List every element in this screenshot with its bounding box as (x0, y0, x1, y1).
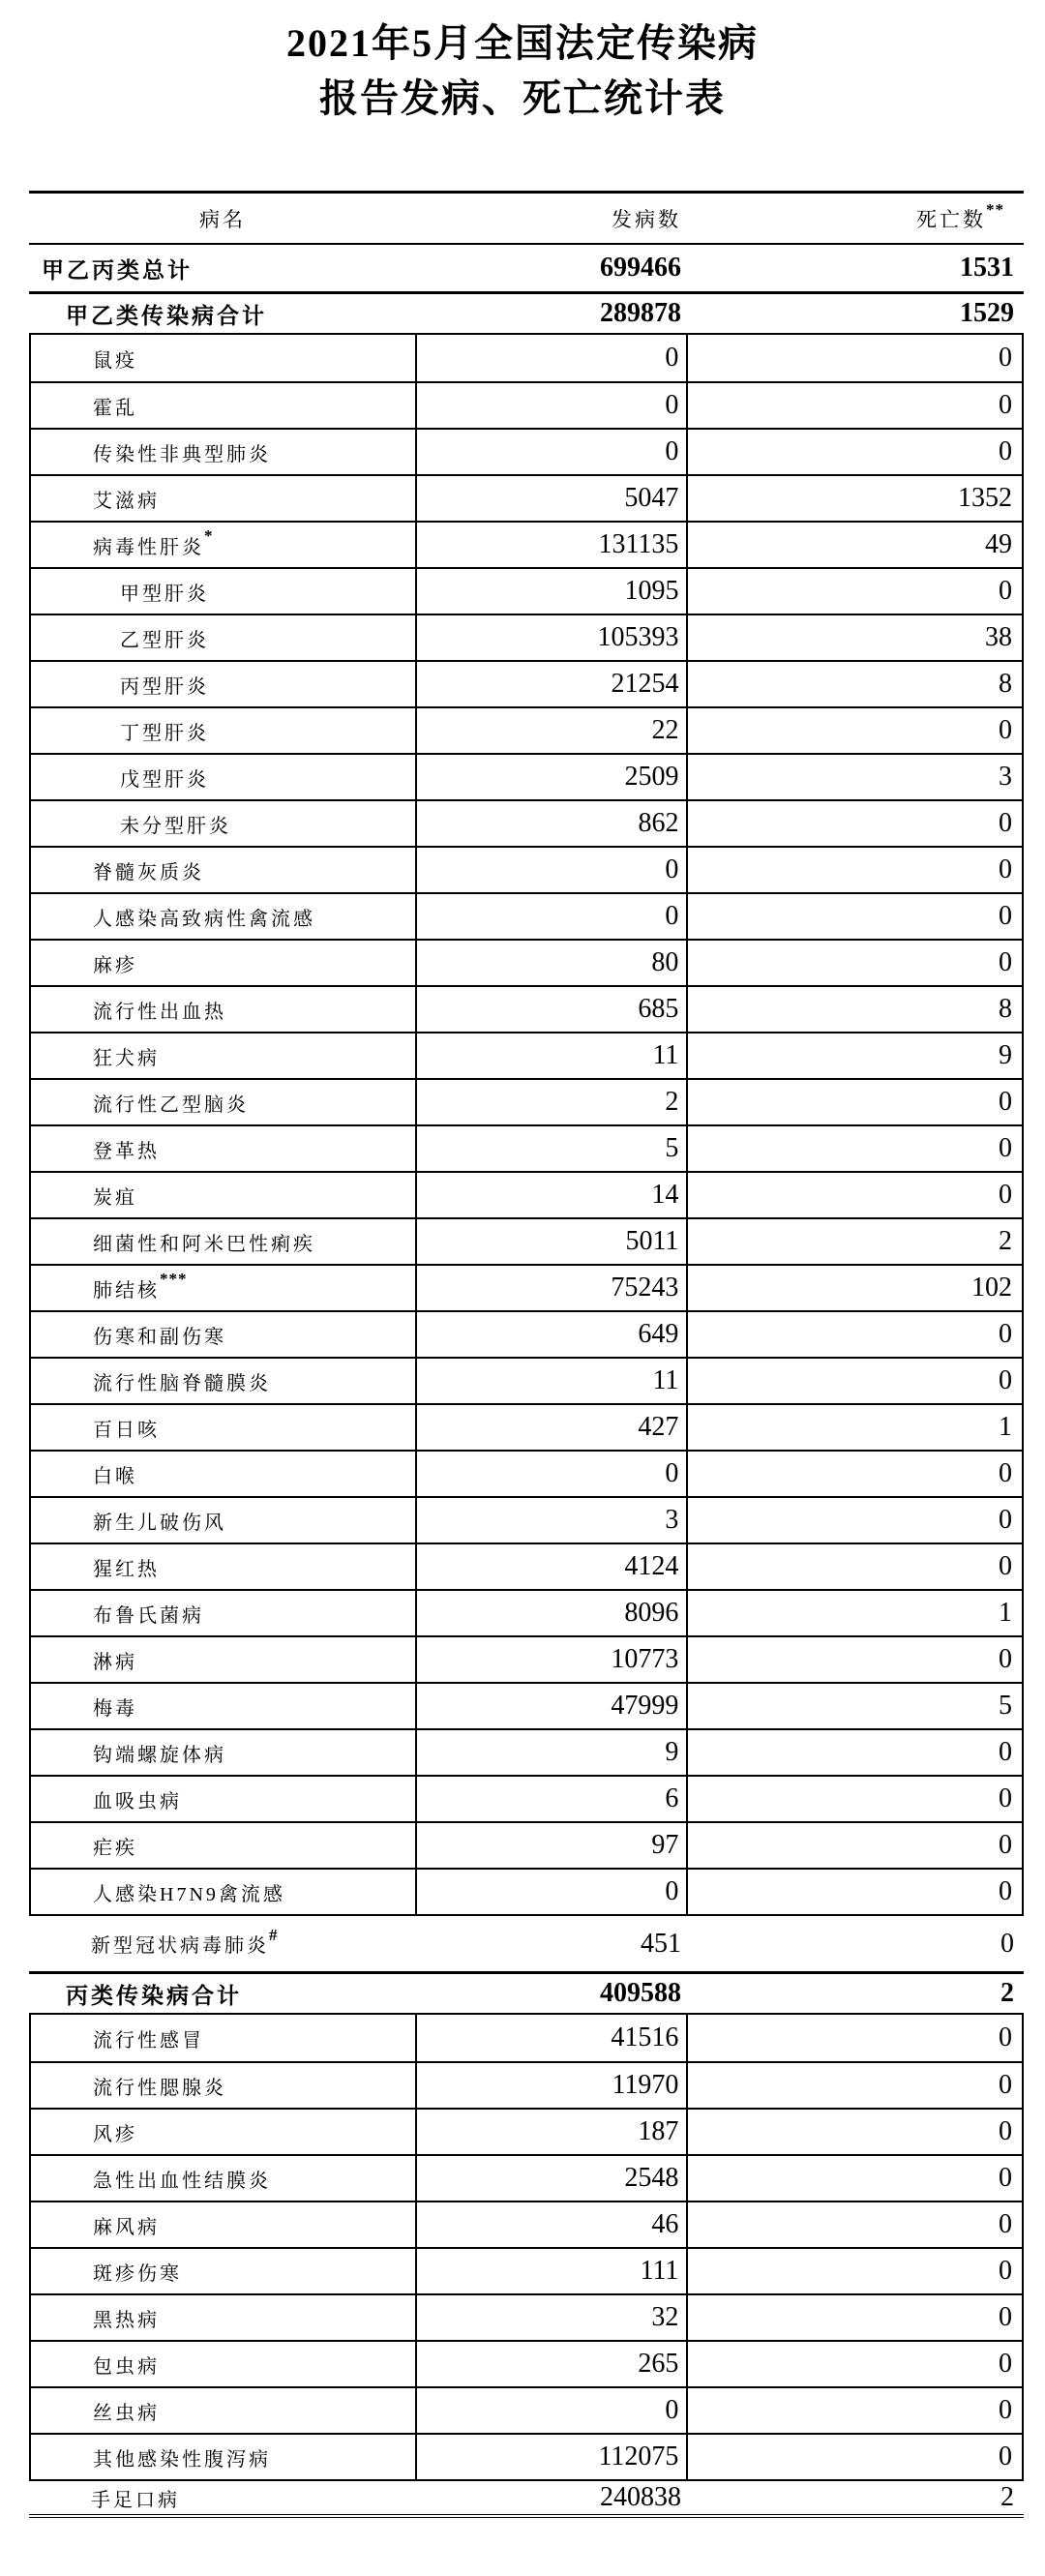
cases-count-cell: 0 (417, 335, 689, 381)
deaths-count-cell: 0 (999, 2070, 1012, 2100)
cases-count-cell: 427 (417, 1405, 689, 1450)
bordered-row-group (29, 333, 1024, 1916)
cases-count-cell: 409588 (600, 1978, 681, 2008)
disease-name: 麻疹 (93, 954, 137, 976)
table-row (31, 892, 1022, 939)
disease-name: 黑热病 (93, 2309, 160, 2331)
disease-name: 狂犬病 (93, 1047, 160, 1069)
disease-name: 霍乱 (93, 397, 137, 419)
disease-name: 其他感染性腹泻病 (93, 2448, 271, 2471)
disease-name-cell (31, 1405, 417, 1450)
table-row (31, 521, 1022, 567)
disease-name-cell (31, 430, 417, 474)
deaths-count-cell: 3 (999, 762, 1012, 792)
deaths-count-cell: 0 (999, 1458, 1012, 1488)
table-row (31, 2061, 1022, 2108)
disease-name: 新生儿破伤风 (93, 1512, 226, 1534)
disease-name: 布鲁氏菌病 (93, 1604, 204, 1627)
disease-name: 炭疽 (93, 1186, 137, 1209)
disease-name-cell (31, 2388, 417, 2433)
disease-name-cell (31, 1498, 417, 1543)
table-row (31, 614, 1022, 660)
deaths-count-cell: 0 (999, 1365, 1012, 1395)
table-row (29, 1974, 1024, 2013)
cases-count-cell: 685 (417, 987, 689, 1032)
statistics-table (29, 191, 1024, 2518)
deaths-count-cell: 0 (999, 1644, 1012, 1674)
cases-count-cell: 41516 (417, 2015, 689, 2061)
disease-name: 血吸虫病 (93, 1790, 182, 1812)
cases-count-cell: 0 (417, 848, 689, 892)
deaths-count-cell: 9 (999, 1040, 1012, 1070)
disease-name-cell (31, 1219, 417, 1264)
deaths-count-cell: 0 (999, 2441, 1012, 2471)
disease-name: 伤寒和副伤寒 (93, 1326, 226, 1348)
table-row (29, 1916, 1024, 1974)
deaths-count-cell: 0 (999, 808, 1012, 838)
disease-name-cell (31, 1033, 417, 1078)
table-row (31, 1589, 1022, 1635)
col-header-deaths-label: 死亡数 (916, 207, 986, 231)
cases-count-cell: 0 (417, 2388, 689, 2433)
table-row (31, 1821, 1022, 1868)
disease-name: 风疹 (93, 2123, 137, 2145)
disease-name-cell (31, 1126, 417, 1171)
table-row (31, 939, 1022, 985)
disease-name: 乙型肝炎 (120, 629, 209, 651)
cases-count-cell: 0 (417, 894, 689, 939)
deaths-count-cell: 102 (971, 1273, 1012, 1303)
deaths-count-cell: 1531 (960, 253, 1014, 283)
deaths-count-cell: 0 (999, 1551, 1012, 1581)
disease-name-cell (31, 615, 417, 660)
deaths-count-cell: 0 (999, 2163, 1012, 2193)
deaths-count-cell: 0 (1000, 1928, 1014, 1959)
deaths-count-cell: 0 (999, 947, 1012, 977)
table-row (31, 799, 1022, 846)
table-row (31, 1543, 1022, 1589)
disease-name: 登革热 (93, 1140, 160, 1162)
disease-name-cell (31, 2249, 417, 2293)
cases-count-cell: 75243 (417, 1266, 689, 1310)
col-header-cases: 发病数 (612, 207, 681, 231)
deaths-count-cell: 0 (999, 2395, 1012, 2425)
disease-name: 丙类传染病合计 (66, 1983, 242, 2008)
cases-count-cell: 289878 (600, 298, 681, 328)
table-row (31, 1171, 1022, 1217)
table-row (31, 474, 1022, 521)
cases-count-cell: 0 (417, 1870, 689, 1914)
table-row (31, 1868, 1022, 1914)
disease-name-cell (29, 1974, 416, 2013)
cases-count-cell: 8096 (417, 1591, 689, 1635)
cases-count-cell: 22 (417, 708, 689, 753)
table-row (31, 2386, 1022, 2433)
deaths-count-cell: 2 (1000, 1978, 1014, 2008)
disease-name-cell: 肺结核 *** (31, 1266, 417, 1310)
cases-count-cell: 240838 (600, 2482, 681, 2512)
deaths-count-cell: 1529 (960, 298, 1014, 328)
deaths-count-cell: 1 (999, 1598, 1012, 1628)
deaths-count-cell: 2 (999, 1226, 1012, 1256)
table-row (31, 335, 1022, 381)
disease-name-cell (31, 1777, 417, 1821)
disease-name: 麻风病 (93, 2216, 160, 2238)
table-row (31, 2247, 1022, 2293)
cases-count-cell: 699466 (600, 253, 681, 283)
deaths-count-cell: 0 (999, 1830, 1012, 1860)
deaths-count-cell: 0 (999, 901, 1012, 931)
cases-count-cell: 11 (417, 1033, 689, 1078)
table-row (29, 2481, 1024, 2518)
disease-name: 脊髓灰质炎 (93, 861, 204, 884)
table-row (31, 381, 1022, 428)
cases-count-cell: 2548 (417, 2156, 689, 2201)
table-row (31, 1635, 1022, 1682)
disease-name-cell (31, 755, 417, 799)
disease-name-cell (31, 1173, 417, 1217)
disease-name: 丁型肝炎 (120, 722, 209, 744)
table-row (31, 2433, 1022, 2479)
cases-count-cell: 10773 (417, 1637, 689, 1682)
deaths-count-cell: 0 (999, 1783, 1012, 1813)
disease-name: 流行性脑脊髓膜炎 (93, 1372, 271, 1394)
deaths-count-cell: 8 (999, 669, 1012, 699)
table-row (29, 245, 1024, 294)
table-row (31, 1124, 1022, 1171)
disease-name-cell (31, 987, 417, 1032)
cases-count-cell: 46 (417, 2202, 689, 2247)
table-row (31, 660, 1022, 706)
table-row (31, 1450, 1022, 1496)
deaths-count-cell: 0 (999, 2022, 1012, 2052)
cases-count-cell: 131135 (417, 523, 689, 567)
deaths-count-cell: 0 (999, 715, 1012, 745)
disease-name: 甲乙丙类总计 (42, 257, 193, 283)
disease-name: 细菌性和阿米巴性痢疾 (93, 1233, 315, 1255)
deaths-count-cell: 0 (999, 2302, 1012, 2332)
cases-count-cell: 649 (417, 1312, 689, 1357)
disease-name: 流行性出血热 (93, 1001, 226, 1023)
disease-name: 甲型肝炎 (120, 583, 209, 605)
cases-count-cell: 112075 (417, 2435, 689, 2479)
cases-count-cell: 14 (417, 1173, 689, 1217)
deaths-count-cell: 0 (999, 1505, 1012, 1535)
disease-name: 丝虫病 (93, 2402, 160, 2424)
disease-name: 新型冠状病毒肺炎 (91, 1935, 269, 1957)
table-row (31, 1496, 1022, 1543)
disease-name-cell (31, 1359, 417, 1403)
cases-count-cell: 6 (417, 1777, 689, 1821)
cases-count-cell: 80 (417, 941, 689, 985)
disease-name-cell (29, 245, 416, 291)
disease-name-cell (31, 2063, 417, 2108)
cases-count-cell: 2 (417, 1080, 689, 1124)
disease-name: 流行性感冒 (93, 2029, 204, 2052)
disease-name-cell (31, 1591, 417, 1635)
table-row (31, 753, 1022, 799)
table-row (31, 2340, 1022, 2386)
report-title-line1: 2021年5月全国法定传染病 (286, 21, 759, 65)
disease-name-cell (31, 1823, 417, 1868)
disease-name-cell (31, 335, 417, 381)
disease-name: 人感染H7N9禽流感 (93, 1883, 285, 1905)
table-row (31, 1728, 1022, 1775)
cases-count-cell: 47999 (417, 1684, 689, 1728)
deaths-count-cell: 0 (999, 576, 1012, 606)
deaths-count-cell: 1352 (958, 483, 1012, 513)
disease-name: 甲乙类传染病合计 (66, 303, 267, 328)
disease-name-cell (31, 941, 417, 985)
disease-name-cell (31, 383, 417, 428)
deaths-count-cell: 38 (985, 622, 1012, 652)
table-row (31, 706, 1022, 753)
table-row (31, 2293, 1022, 2340)
disease-name-cell: 病毒性肝炎 * (31, 523, 417, 567)
deaths-count-cell: 0 (999, 1319, 1012, 1349)
deaths-count-cell: 5 (999, 1691, 1012, 1721)
disease-name-cell (31, 476, 417, 521)
table-row (31, 1682, 1022, 1728)
deaths-count-cell: 0 (999, 390, 1012, 420)
deaths-count-cell: 49 (985, 529, 1012, 559)
col-header-deaths: 死亡数 ** (916, 199, 1004, 231)
disease-name-cell (31, 662, 417, 706)
cases-count-cell: 105393 (417, 615, 689, 660)
table-row (31, 1264, 1022, 1310)
disease-name-cell (31, 1730, 417, 1775)
table-row (31, 1775, 1022, 1821)
disease-name-cell (31, 1080, 417, 1124)
disease-name: 淋病 (93, 1651, 137, 1673)
disease-name: 斑疹伤寒 (93, 2262, 182, 2285)
table-row (31, 567, 1022, 614)
cases-count-cell: 21254 (417, 662, 689, 706)
cases-count-cell: 862 (417, 801, 689, 846)
disease-name: 包虫病 (93, 2355, 160, 2378)
disease-name-cell (31, 2015, 417, 2061)
table-row (31, 1032, 1022, 1078)
cases-count-cell: 5011 (417, 1219, 689, 1264)
cases-count-cell: 0 (417, 1452, 689, 1496)
table-row (31, 1078, 1022, 1124)
disease-name-cell (31, 1452, 417, 1496)
deaths-count-cell: 0 (999, 2256, 1012, 2286)
disease-name: 丙型肝炎 (120, 675, 209, 698)
disease-name-cell (31, 848, 417, 892)
disease-name: 白喉 (93, 1465, 137, 1487)
deaths-count-cell: 0 (999, 2349, 1012, 2379)
bordered-row-group (29, 2013, 1024, 2481)
disease-name-cell (31, 1684, 417, 1728)
deaths-count-cell: 0 (999, 2209, 1012, 2239)
cases-count-cell: 4124 (417, 1544, 689, 1589)
deaths-count-cell: 0 (999, 343, 1012, 373)
cases-count-cell: 5 (417, 1126, 689, 1171)
table-row (31, 1217, 1022, 1264)
cases-count-cell: 11970 (417, 2063, 689, 2108)
table-row (31, 985, 1022, 1032)
disease-name-cell (31, 2435, 417, 2479)
cases-count-cell: 451 (641, 1928, 681, 1959)
disease-name-cell: 新型冠状病毒肺炎 # (91, 1925, 279, 1957)
cases-count-cell: 111 (417, 2249, 689, 2293)
disease-name-cell (29, 2481, 416, 2514)
disease-name: 未分型肝炎 (120, 815, 231, 837)
deaths-count-cell: 0 (999, 1876, 1012, 1906)
disease-name: 传染性非典型肺炎 (93, 443, 271, 465)
disease-name: 肺结核 (93, 1279, 160, 1302)
disease-name: 疟疾 (93, 1837, 137, 1859)
cases-count-cell: 5047 (417, 476, 689, 521)
disease-name-cell (31, 801, 417, 846)
table-header-row (29, 194, 1024, 245)
disease-name: 梅毒 (93, 1697, 137, 1720)
disease-name-cell (31, 2202, 417, 2247)
table-row (31, 428, 1022, 474)
disease-name-cell (31, 569, 417, 614)
deaths-count-cell: 8 (999, 994, 1012, 1024)
disease-name: 百日咳 (93, 1419, 160, 1441)
disease-name-cell (31, 1870, 417, 1914)
disease-name-cell (31, 2342, 417, 2386)
deaths-count-cell: 0 (999, 1180, 1012, 1210)
cases-count-cell: 2509 (417, 755, 689, 799)
disease-name: 手足口病 (91, 2489, 180, 2511)
table-row (31, 846, 1022, 892)
cases-count-cell: 265 (417, 2342, 689, 2386)
cases-count-cell: 9 (417, 1730, 689, 1775)
disease-name: 戊型肝炎 (120, 768, 209, 791)
disease-name-cell (31, 1637, 417, 1682)
cases-count-cell: 1095 (417, 569, 689, 614)
disease-name: 流行性腮腺炎 (93, 2077, 226, 2099)
deaths-count-cell: 0 (999, 854, 1012, 884)
table-row (31, 2108, 1022, 2154)
table-row (31, 1357, 1022, 1403)
disease-name: 病毒性肝炎 (93, 536, 204, 558)
deaths-count-cell: 0 (999, 1087, 1012, 1117)
table-row (31, 2154, 1022, 2201)
cases-count-cell: 0 (417, 383, 689, 428)
col-header-disease-name: 病名 (199, 207, 246, 231)
cases-count-cell: 32 (417, 2295, 689, 2340)
cases-count-cell: 97 (417, 1823, 689, 1868)
deaths-count-cell: 0 (999, 1737, 1012, 1767)
disease-name: 人感染高致病性禽流感 (93, 908, 315, 930)
disease-name-cell (31, 894, 417, 939)
table-row (31, 2015, 1022, 2061)
disease-name-cell (31, 1544, 417, 1589)
table-row (31, 2201, 1022, 2247)
report-title-line2: 报告发病、死亡统计表 (319, 76, 726, 120)
cases-count-cell: 187 (417, 2110, 689, 2154)
disease-name-cell (31, 2110, 417, 2154)
disease-name: 鼠疫 (93, 349, 137, 372)
report-title (0, 0, 1045, 126)
deaths-count-cell: 2 (1000, 2482, 1014, 2512)
cases-count-cell: 0 (417, 430, 689, 474)
disease-name: 猩红热 (93, 1558, 160, 1580)
table-row (31, 1310, 1022, 1357)
disease-name-cell (29, 294, 416, 333)
deaths-count-cell: 1 (999, 1412, 1012, 1442)
disease-name-cell (31, 708, 417, 753)
deaths-count-cell: 0 (999, 436, 1012, 466)
table-row (31, 1403, 1022, 1450)
deaths-count-cell: 0 (999, 2116, 1012, 2146)
disease-name-cell (31, 2295, 417, 2340)
disease-name: 流行性乙型脑炎 (93, 1093, 249, 1116)
cases-count-cell: 3 (417, 1498, 689, 1543)
disease-name: 艾滋病 (93, 490, 160, 512)
disease-name: 钩端螺旋体病 (93, 1744, 226, 1766)
disease-name: 急性出血性结膜炎 (93, 2170, 271, 2192)
deaths-count-cell: 0 (999, 1133, 1012, 1163)
cases-count-cell: 11 (417, 1359, 689, 1403)
disease-name-cell (31, 1312, 417, 1357)
table-row (29, 294, 1024, 333)
disease-name-cell (31, 2156, 417, 2201)
